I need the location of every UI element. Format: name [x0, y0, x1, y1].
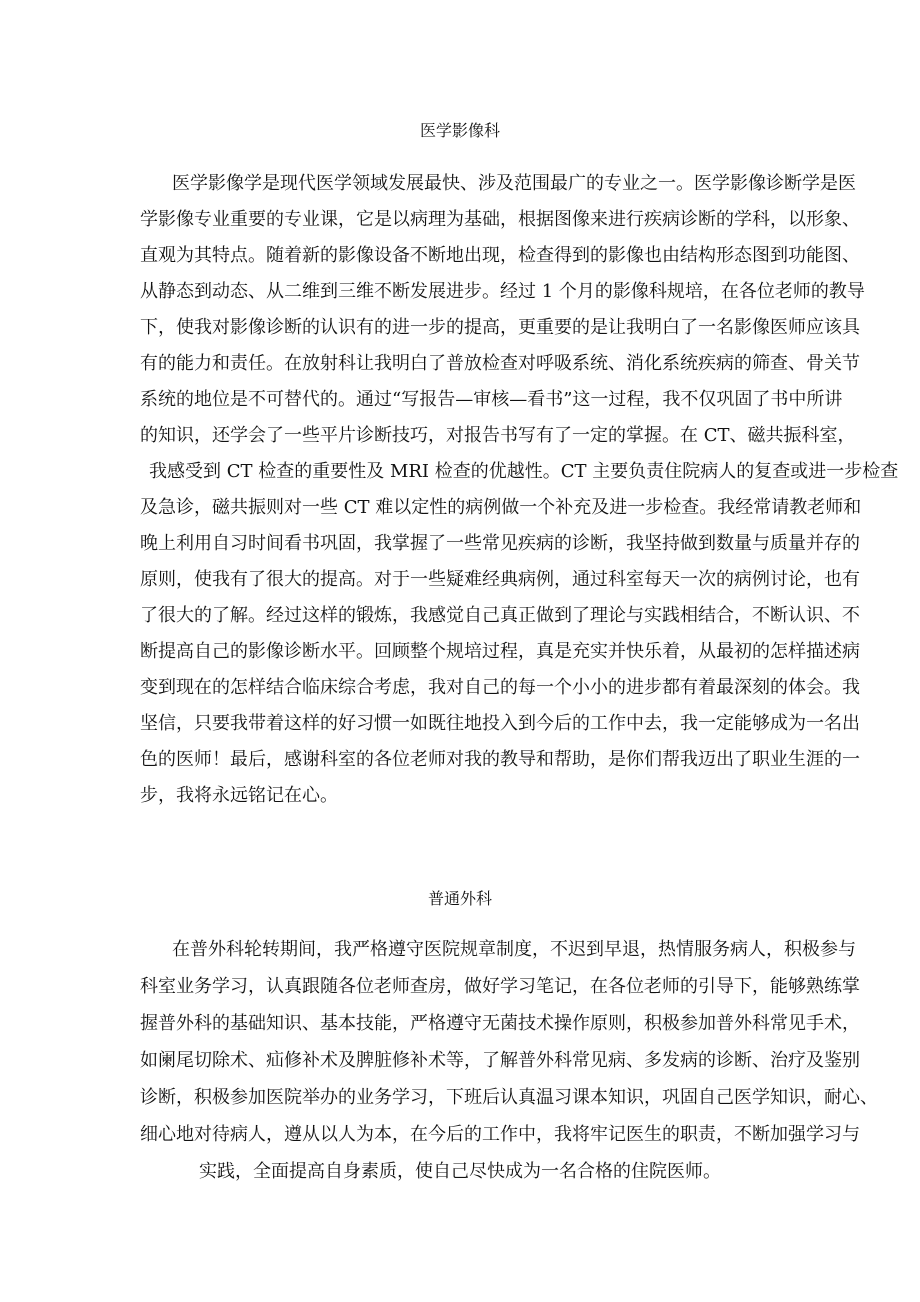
paragraph-line: 原则，使我有了很大的提高。对于一些疑难经典病例，通过科室每天一次的病例讨论，也有: [140, 569, 860, 590]
paragraph-line: 细心地对待病人，遵从以人为本，在今后的工作中，我将牢记医生的职责，不断加强学习与: [140, 1124, 860, 1145]
paragraph-line: 变到现在的怎样结合临床综合考虑，我对自己的每一个小小的进步都有着最深刻的体会。我: [140, 677, 860, 698]
paragraph-line: 下，使我对影像诊断的认识有的进一步的提高，更重要的是让我明白了一名影像医师应该具: [140, 317, 860, 338]
paragraph-line: 系统的地位是不可替代的。通过“写报告—审核—看书”这一过程，我不仅巩固了书中所讲: [140, 389, 843, 410]
paragraph-line: 学影像专业重要的专业课，它是以病理为基础，根据图像来进行疾病诊断的学科，以形象、: [140, 209, 860, 230]
paragraph-line: 有的能力和责任。在放射科让我明白了普放检查对呼吸系统、消化系统疾病的筛查、骨关节: [140, 353, 860, 374]
paragraph-line: 了很大的了解。经过这样的锻炼，我感觉自己真正做到了理论与实践相结合，不断认识、不: [140, 605, 860, 626]
paragraph-line: 如阑尾切除术、疝修补术及脾脏修补术等，了解普外科常见病、多发病的诊断、治疗及鉴别: [140, 1050, 860, 1071]
paragraph-line: 诊断，积极参加医院举办的业务学习，下班后认真温习课本知识，巩固自己医学知识，耐心、: [140, 1087, 878, 1108]
paragraph-line: 在普外科轮转期间，我严格遵守医院规章制度，不迟到早退，热情服务病人，积极参与: [172, 939, 856, 960]
paragraph-line: 医学影像学是现代医学领域发展最快、涉及范围最广的专业之一。医学影像诊断学是医: [172, 173, 856, 194]
paragraph-line: 实践，全面提高自身素质，使自己尽快成为一名合格的住院医师。: [199, 1161, 721, 1182]
section-title-radiology: 医学影像科: [419, 121, 500, 140]
paragraph-line: 色的医师！最后，感谢科室的各位老师对我的教导和帮助，是你们帮我迈出了职业生涯的一: [140, 749, 860, 770]
paragraph-line: 的知识，还学会了一些平片诊断技巧，对报告书写有了一定的掌握。在 CT、磁共振科室，: [140, 425, 856, 446]
paragraph-line: 及急诊，磁共振则对一些 CT 难以定性的病例做一个补充及进一步检查。我经常请教老师和: [140, 497, 862, 518]
paragraph-line: 从静态到动态、从二维到三维不断发展进步。经过 1 个月的影像科规培，在各位老师的教导: [140, 281, 865, 302]
paragraph-line: 科室业务学习，认真跟随各位老师查房，做好学习笔记，在各位老师的引导下，能够熟练掌: [140, 976, 860, 997]
paragraph-line: 直观为其特点。随着新的影像设备不断地出现，检查得到的影像也由结构形态图到功能图、: [140, 245, 860, 266]
section-title-general-surgery: 普通外科: [427, 889, 492, 908]
paragraph-line: 步，我将永远铭记在心。: [140, 785, 338, 806]
paragraph-line: 晚上利用自习时间看书巩固，我掌握了一些常见疾病的诊断，我坚持做到数量与质量并存的: [140, 533, 860, 554]
paragraph-line: 坚信，只要我带着这样的好习惯一如既往地投入到今后的工作中去，我一定能够成为一名出: [140, 713, 860, 734]
paragraph-line: 我感受到 CT 检查的重要性及 MRI 检查的优越性。CT 主要负责住院病人的复查或进一步检查: [149, 461, 899, 482]
paragraph-line: 断提高自己的影像诊断水平。回顾整个规培过程，真是充实并快乐着，从最初的怎样描述病: [140, 641, 860, 662]
paragraph-line: 握普外科的基础知识、基本技能，严格遵守无菌技术操作原则，积极参加普外科常见手术，: [140, 1013, 860, 1034]
